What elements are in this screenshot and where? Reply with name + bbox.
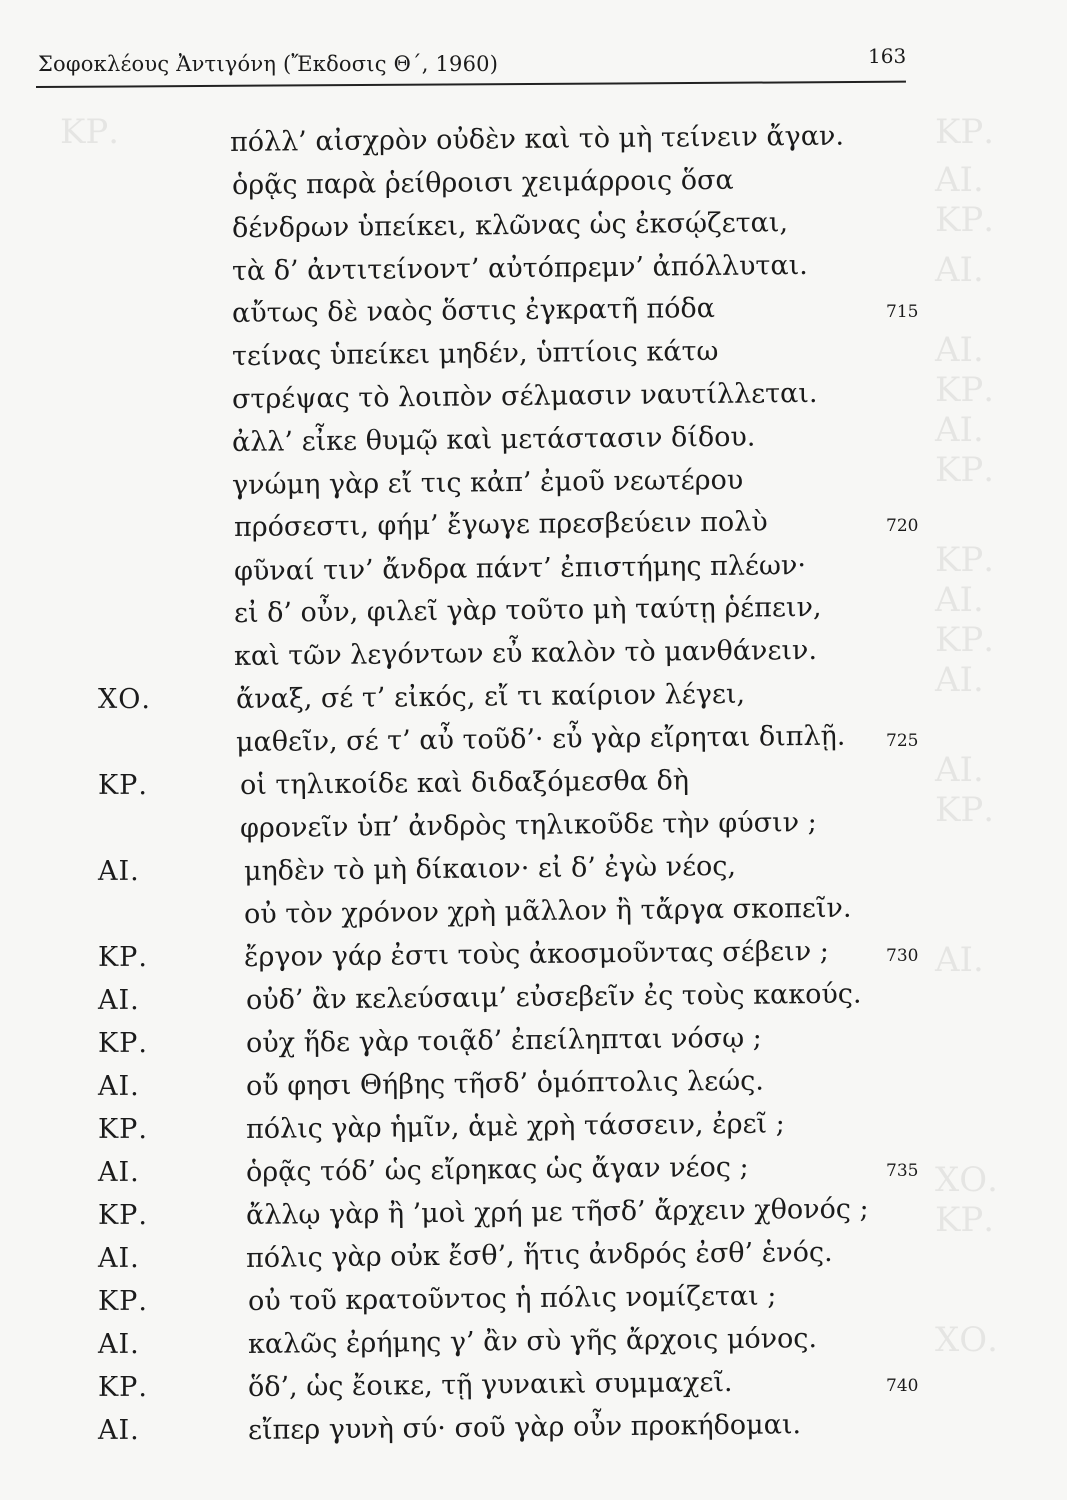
- speaker-label: ΚΡ.: [98, 1114, 148, 1145]
- verse-line: [0, 506, 1067, 552]
- line-number: 740: [886, 1376, 919, 1396]
- verse-line: [0, 550, 1067, 596]
- verse-line: [0, 249, 1067, 296]
- verse-text: οἱ τηλικοίδε καὶ διδαξόμεσθα δὴ: [239, 765, 690, 801]
- verse-line: [0, 1280, 1067, 1326]
- verse-text: φρονεῖν ὑπ’ ἀνδρὸς τηλικοῦδε τὴν φύσιν ;: [239, 806, 817, 844]
- verse-line: [0, 765, 1067, 810]
- verse-text: αὔτως δὲ ναὸς ὅστις ἐγκρατῆ πόδα: [231, 292, 716, 329]
- speaker-label: ΚΡ.: [98, 1028, 148, 1059]
- verse-text: πόλις γὰρ οὐκ ἔσθ’, ἥτις ἀνδρός ἐσθ’ ἑνός.: [245, 1236, 833, 1274]
- header-rule: [36, 81, 906, 88]
- verse-text: εἴπερ γυνὴ σύ· σοῦ γὰρ οὖν προκήδομαι.: [247, 1409, 802, 1446]
- verse-line: [0, 335, 1067, 381]
- verse-text: οὐδ’ ἂν κελεύσαιμ’ εὐσεβεῖν ἐς τοὺς κακούς.: [245, 978, 862, 1016]
- speaker-label: ΑΙ.: [98, 1243, 140, 1274]
- verse-line: [0, 1236, 1067, 1283]
- verse-text: γνώμη γὰρ εἴ τις κἀπ’ ἐμοῦ νεωτέρου: [231, 464, 744, 501]
- verse-text: πόλλ’ αἰσχρὸν οὐδὲν καὶ τὸ μὴ τείνειν ἄγαν.: [229, 120, 845, 158]
- speaker-label: ΑΙ.: [98, 1329, 140, 1360]
- verse-line: [0, 720, 1067, 767]
- verse-text: ἄλλῳ γὰρ ἢ ’μοὶ χρή με τῆσδ’ ἄρχειν χθονός ;: [245, 1193, 869, 1231]
- running-header-title: Σοφοκλέους Ἀντιγόνη (Ἔκδοσις Θ΄, 1960): [38, 52, 499, 76]
- verse-text: δένδρων ὑπείκει, κλῶνας ὡς ἐκσῴζεται,: [231, 207, 789, 244]
- verse-text: μηδὲν τὸ μὴ δίκαιον· εἰ δ’ ἐγὼ νέος,: [243, 850, 737, 887]
- speaker-label: ΧΟ.: [98, 684, 151, 715]
- verse-text: ἀλλ’ εἶκε θυμῷ καὶ μετάστασιν δίδου.: [231, 421, 756, 458]
- verse-text: ἄναξ, σέ τ’ εἰκός, εἴ τι καίριον λέγει,: [235, 678, 746, 715]
- verse-text: οὐ τὸν χρόνον χρὴ μᾶλλον ἢ τἄργα σκοπεῖν.: [243, 892, 852, 930]
- verse-text: φῦναί τιν’ ἄνδρα πάντ’ ἐπιστήμης πλέων·: [233, 550, 807, 587]
- verse-text: ὁρᾷς τόδ’ ὡς εἴρηκας ὡς ἄγαν νέος ;: [245, 1151, 749, 1188]
- verse-line: [0, 634, 1067, 681]
- speaker-label: ΚΡ.: [98, 942, 148, 973]
- verse-line: [0, 978, 1067, 1025]
- speaker-label: ΑΙ.: [98, 1415, 140, 1446]
- verse-text: οὐχ ἥδε γὰρ τοιᾷδ’ ἐπείληπται νόσῳ ;: [245, 1022, 762, 1059]
- line-number: 735: [886, 1161, 919, 1181]
- verse-line: [0, 421, 1067, 467]
- verse-text: πρόσεστι, φήμ’ ἔγωγε πρεσβεύειν πολὺ: [233, 506, 768, 543]
- verse-line: [0, 1151, 1067, 1197]
- verse-text: ὅδ’, ὡς ἔοικε, τῇ γυναικὶ συμμαχεῖ.: [247, 1366, 733, 1403]
- line-number: 720: [886, 516, 919, 536]
- verse-text: στρέψας τὸ λοιπὸν σέλμασιν ναυτίλλεται.: [231, 377, 818, 415]
- verse-line: [0, 164, 1067, 210]
- verse-text: καὶ τῶν λεγόντων εὖ καλὸν τὸ μανθάνειν.: [233, 634, 818, 672]
- verse-line: [0, 1108, 1067, 1154]
- verse-text: ἔργον γάρ ἐστι τοὺς ἀκοσμοῦντας σέβειν ;: [243, 935, 830, 973]
- speaker-label: ΑΙ.: [98, 1157, 140, 1188]
- verse-line: [0, 591, 1067, 638]
- speaker-label: ΚΡ.: [98, 1372, 148, 1403]
- line-number: 730: [886, 946, 919, 966]
- speaker-label: ΚΡ.: [98, 1200, 148, 1231]
- verse-line: [0, 207, 1067, 253]
- verse-text: εἰ δ’ οὖν, φιλεῖ γὰρ τοῦτο μὴ ταύτῃ ῥέπειν,: [233, 591, 822, 629]
- verse-text: τείνας ὑπείκει μηδέν, ὑπτίοις κάτω: [231, 335, 719, 372]
- page-number: 163: [868, 44, 907, 68]
- verse-line: [0, 806, 1067, 853]
- speaker-label: ΑΙ.: [98, 985, 140, 1016]
- speaker-label: ΑΙ.: [98, 1071, 140, 1102]
- verse-line: [0, 892, 1067, 939]
- verse-line: [0, 464, 1067, 510]
- verse-line: [0, 1409, 1067, 1455]
- verse-line: [0, 935, 1067, 982]
- verse-line: [0, 678, 1067, 724]
- verse-text: καλῶς ἐρήμης γ’ ἂν σὺ γῆς ἄρχοις μόνος.: [247, 1323, 818, 1360]
- verse-line: [0, 377, 1067, 424]
- verse-line: [0, 1193, 1067, 1240]
- speaker-label: ΚΡ.: [98, 770, 148, 801]
- verse-line: [0, 1065, 1067, 1111]
- speaker-label: ΚΡ.: [98, 1286, 148, 1317]
- verse-text: ὁρᾷς παρὰ ῥείθροισι χειμάρροις ὅσα: [231, 164, 734, 201]
- verse-text: οὔ φησι Θήβης τῆσδ’ ὁμόπτολις λεώς.: [245, 1065, 765, 1102]
- verse-text: τὰ δ’ ἀντιτείνοντ’ αὐτόπρεμν’ ἀπόλλυται.: [231, 249, 808, 287]
- verse-line: [0, 1366, 1067, 1412]
- show-through-text: ΚΡ. ΚΡ. ΑΙ. ΚΡ. ΑΙ. ΑΙ. ΚΡ. ΑΙ. ΚΡ. ΚΡ. ΑΙ. ΚΡ. ΑΙ. ΑΙ. ΚΡ. ΑΙ. ΧΟ. ΚΡ. ΧΟ.: [60, 112, 998, 1360]
- verse-line: [0, 850, 1067, 896]
- line-number: 725: [886, 731, 919, 751]
- speaker-label: ΑΙ.: [98, 856, 140, 887]
- verse-text: μαθεῖν, σέ τ’ αὖ τοῦδ’· εὖ γὰρ εἴρηται διπλῇ.: [235, 720, 846, 758]
- verse-line: [0, 1323, 1067, 1369]
- verse-text: πόλις γὰρ ἡμῖν, ἁμὲ χρὴ τάσσειν, ἐρεῖ ;: [245, 1108, 785, 1145]
- verse-line: [0, 1022, 1067, 1068]
- verse-text: οὐ τοῦ κρατοῦντος ἡ πόλις νομίζεται ;: [247, 1280, 777, 1317]
- line-number: 715: [886, 302, 919, 322]
- verse-line: [0, 292, 1067, 338]
- verse-line: [0, 120, 1067, 167]
